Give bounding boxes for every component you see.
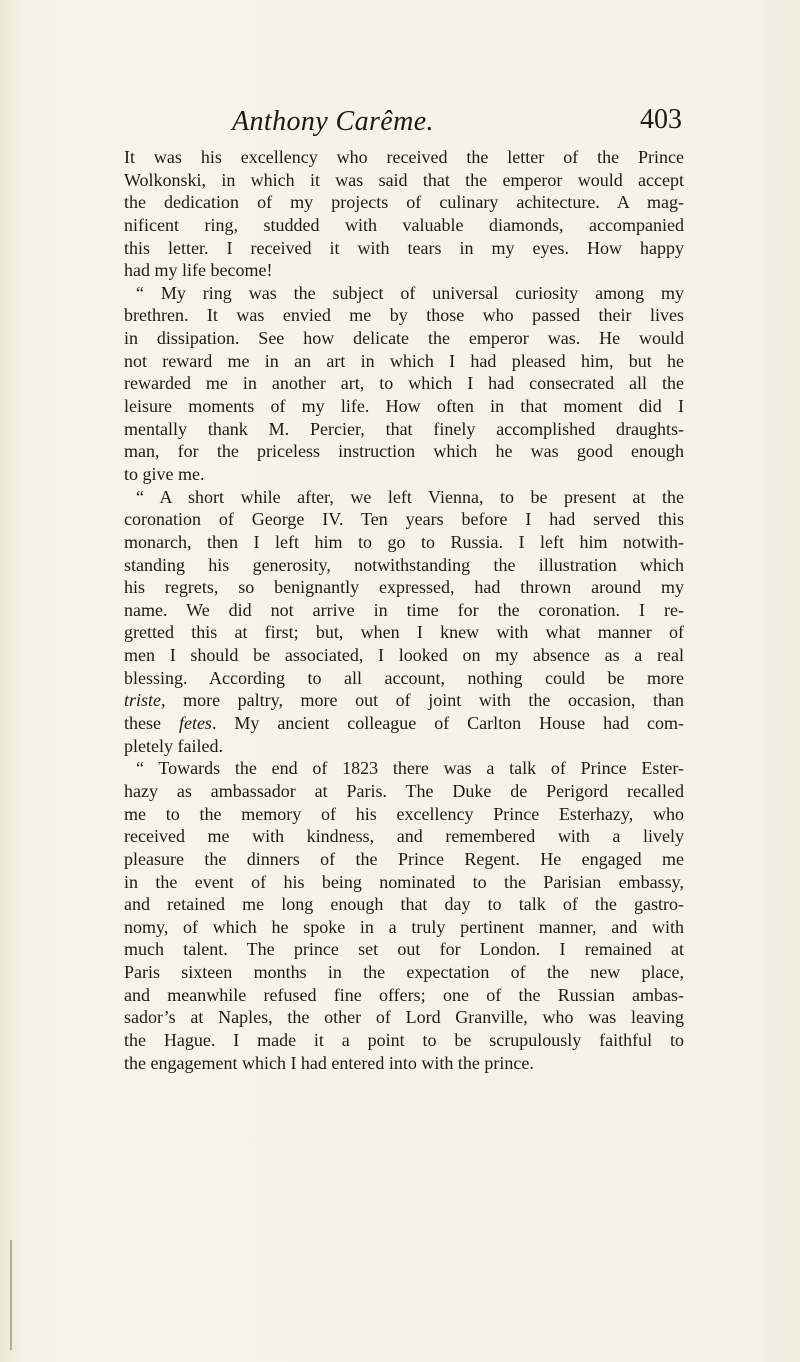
text-line: monarch, then I left him to go to Russia. I left him notwith-: [124, 531, 684, 552]
text-line: pleasure the dinners of the Prince Regent. He engaged me: [124, 848, 684, 869]
text-line: mentally thank M. Percier, that finely accomplished draughts-: [124, 418, 684, 439]
text-line: rewarded me in another art, to which I had consecrated all the: [124, 373, 684, 394]
binding-edge-mark: [10, 1240, 12, 1350]
text-line: “ A short while after, we left Vienna, to be present at the: [136, 486, 684, 507]
text-line: nomy, of which he spoke in a truly pertinent manner, and with: [124, 916, 684, 937]
running-title: Anthony Carême.: [232, 106, 434, 137]
text-line: pletely failed.: [124, 735, 223, 756]
text-line: triste, more paltry, more out of joint with the occasion, than: [124, 690, 684, 711]
text-line: and meanwhile refused fine offers; one of the Russian ambas-: [124, 984, 684, 1005]
body-text: [124, 146, 684, 1074]
text-line: to give me.: [124, 463, 205, 484]
text-line: and retained me long enough that day to talk of the gastro-: [124, 894, 684, 915]
text-line: coronation of George IV. Ten years before I had served this: [124, 509, 684, 530]
text-line: his regrets, so benignantly expressed, had thrown around my: [124, 577, 684, 598]
text-line: “ Towards the end of 1823 there was a talk of Prince Ester-: [136, 758, 684, 779]
text-line: me to the memory of his excellency Prince Esterhazy, who: [124, 803, 684, 824]
text-line: these fetes. My ancient colleague of Carlton House had com-: [124, 713, 684, 734]
page-header: [120, 102, 682, 142]
text-line: sador’s at Naples, the other of Lord Granville, who was leaving: [124, 1007, 684, 1028]
text-line: had my life become!: [124, 260, 273, 281]
text-line: this letter. I received it with tears in my eyes. How happy: [124, 237, 684, 258]
text-line: “ My ring was the subject of universal curiosity among my: [136, 282, 684, 303]
text-line: in dissipation. See how delicate the emperor was. He would: [124, 328, 684, 349]
text-line: name. We did not arrive in time for the coronation. I re-: [124, 599, 684, 620]
text-line: men I should be associated, I looked on my absence as a real: [124, 645, 684, 666]
italic-word-triste: triste: [124, 690, 162, 711]
italic-word-fetes: fetes: [178, 713, 212, 734]
text-line: received me with kindness, and remembered with a lively: [124, 826, 684, 847]
text-line: leisure moments of my life. How often in that moment did I: [124, 396, 684, 417]
text-line: man, for the priceless instruction which he was good enough: [124, 441, 684, 462]
text-line: the engagement which I had entered into with the prince.: [124, 1052, 534, 1073]
text-line: standing his generosity, notwithstanding the illustration which: [124, 554, 684, 575]
text-line: It was his excellency who received the letter of the Prince: [124, 147, 684, 167]
text-line: Wolkonski, in which it was said that the emperor would accept: [124, 169, 684, 190]
page-number: 403: [640, 104, 682, 135]
text-line: blessing. According to all account, nothing could be more: [124, 667, 684, 688]
text-line: nificent ring, studded with valuable diamonds, accompanied: [124, 214, 684, 235]
text-line: gretted this at first; but, when I knew with what manner of: [124, 622, 684, 643]
text-line: the dedication of my projects of culinary achitecture. A mag-: [124, 192, 684, 213]
text-line: in the event of his being nominated to the Parisian embassy,: [124, 871, 684, 892]
text-line: much talent. The prince set out for London. I remained at: [124, 939, 684, 960]
text-line: brethren. It was envied me by those who passed their lives: [124, 305, 684, 326]
text-line: not reward me in an art in which I had pleased him, but he: [124, 350, 684, 371]
text-line: the Hague. I made it a point to be scrupulously faithful to: [124, 1029, 684, 1050]
text-line: hazy as ambassador at Paris. The Duke de Perigord recalled: [124, 780, 684, 801]
text-line: Paris sixteen months in the expectation of the new place,: [124, 962, 684, 983]
